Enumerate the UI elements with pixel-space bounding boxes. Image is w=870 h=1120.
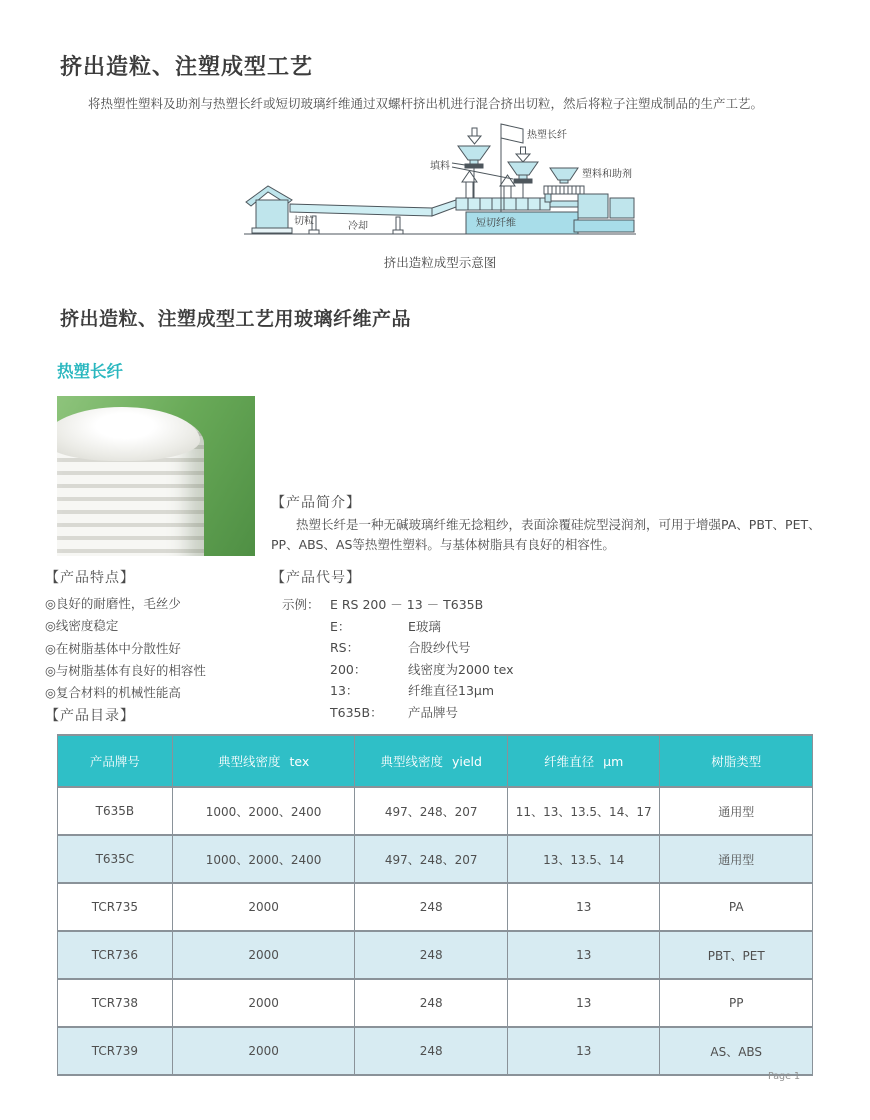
extruder-barrel [456,198,550,210]
table-row [58,979,813,1027]
down-arrow-icon [472,128,477,136]
code-key: T635B： [330,704,383,720]
code-rows [282,616,514,724]
hopper-stem [519,175,527,179]
page-title: 挤出造粒、注塑成型工艺 [60,55,314,80]
code-example-label: 示例： [282,597,320,612]
table-row [58,931,813,979]
table-cell: 2000 [172,979,355,1027]
table-cell: 13、13.5、14 [507,835,660,883]
table-cell: 13 [507,1027,660,1075]
additives-hopper [550,168,578,180]
code-key: E： [330,618,351,634]
code-row [282,702,514,724]
features-list [45,593,206,704]
gearbox [610,198,634,218]
code-key: 200： [330,661,367,677]
table-cell: 497、248、207 [355,787,508,835]
diagram-label-chopped-fiber: 短切纤维 [476,218,516,229]
table-cell: 2000 [172,883,355,931]
motor [578,194,608,218]
code-row [282,637,514,659]
diagram-label-pelletizing: 切粒 [294,216,314,227]
pelletizer-base [252,228,292,233]
code-value: 线密度为2000 tex [408,661,514,677]
product-catalog-table [57,734,813,1076]
code-value: 纤维直径13μm [408,683,495,698]
table-cell: TCR735 [58,883,173,931]
down-arrow-icon [521,147,526,154]
drive-shaft [550,201,578,207]
process-description: 将热塑性塑料及助剂与热塑长纤或短切玻璃纤维通过双螺杆挤出机进行混合挤出切粒，然后将粒子注塑成制品的生产工艺。 [88,96,764,111]
code-value: 合股纱代号 [408,640,471,655]
table-cell: T635B [58,787,173,835]
trough-foot [393,230,403,234]
code-row [282,659,514,681]
table-cell: PP [660,979,813,1027]
table-cell: 497、248、207 [355,835,508,883]
down-arrow-icon [468,136,481,144]
table-cell: TCR736 [58,931,173,979]
hopper-collar [514,179,532,183]
code-example-value: E RS 200 － 13 － T635B [330,597,484,612]
table-cell: 11、13、13.5、14、17 [507,787,660,835]
code-key: RS： [330,640,360,655]
feeder-pipe [545,194,551,202]
intro-heading: 【产品简介】 [271,495,361,511]
table-cell: 13 [507,979,660,1027]
code-value: 产品牌号 [408,704,459,720]
column-header: 产品牌号 [58,735,173,787]
diagram-caption: 挤出造粒成型示意图 [383,255,497,270]
up-arrow-icon [462,171,477,182]
hopper-stem [560,180,568,183]
trough-foot [309,230,319,234]
table-cell: 248 [355,1027,508,1075]
cooling-trough [290,204,432,216]
feature-item: ◎线密度稳定 [45,618,119,634]
feature-item: ◎良好的耐磨性，毛丝少 [45,596,181,611]
features-heading: 【产品特点】 [45,570,135,586]
table-cell: 2000 [172,931,355,979]
diagram-label-filler: 填料 [430,161,450,172]
page-number: Page 1 [767,1071,800,1082]
table-cell: 248 [355,979,508,1027]
table-cell: 248 [355,931,508,979]
table-cell: 2000 [172,1027,355,1075]
table-cell: 1000、2000、2400 [172,835,355,883]
down-arrow-icon [516,154,530,162]
catalog-heading: 【产品目录】 [45,708,135,724]
hopper-stem [470,160,478,164]
table-cell: AS、ABS [660,1027,813,1075]
fiber-roving-roll [57,410,204,556]
vent-stack [504,186,511,198]
feature-item: ◎在树脂基体中分散性好 [45,640,181,656]
filler-hopper [458,146,490,160]
table-row [58,787,813,835]
diagram-label-cooling: 冷却 [348,221,368,232]
table-cell: TCR739 [58,1027,173,1075]
table-cell: PA [660,883,813,931]
table-cell: 248 [355,883,508,931]
codes-block [282,594,514,723]
table-row [58,1027,813,1075]
code-key: 13： [330,683,359,698]
trough-leg [396,217,400,230]
product-photo [57,396,255,556]
diagram-label-plastic-additives: 塑料和助剂 [582,169,632,180]
column-header: 纤维直径 μm [507,735,660,787]
pelletizer-body [256,200,288,228]
code-indent [282,659,330,681]
hopper-collar [465,164,483,168]
code-value: E玻璃 [408,618,441,634]
products-section-title: 挤出造粒、注塑成型工艺用玻璃纤维产品 [60,308,412,330]
vent-stack [466,182,473,198]
intro-text: 热塑长纤是一种无碱玻璃纤维无捻粗纱，表面涂覆硅烷型浸润剂，可用于增强PA、PBT、PET、PP、ABS、AS等热塑性塑料。与基体树脂具有良好的相容性。 [271,517,821,553]
code-indent [282,680,330,702]
table-cell: 13 [507,931,660,979]
table-cell: 13 [507,883,660,931]
table-row [58,835,813,883]
table-header-row [58,735,813,787]
table-body [58,787,813,1075]
table-cell: 通用型 [660,835,813,883]
filler-hopper [508,162,538,175]
code-row [282,680,514,702]
fiber-flag [501,124,523,143]
process-diagram [238,114,642,244]
table-cell: 通用型 [660,787,813,835]
feature-item: ◎与树脂基体有良好的相容性 [45,662,206,678]
riser-chute [432,200,456,216]
column-header: 典型线密度 yield [355,735,508,787]
codes-heading: 【产品代号】 [271,570,361,586]
extrusion-line-diagram [238,114,642,244]
column-header: 典型线密度 tex [172,735,355,787]
diagram-label-long-fiber: 热塑长纤 [527,130,567,141]
code-example-row [282,594,514,616]
column-header: 树脂类型 [660,735,813,787]
subtitle-thermoplastic-long-fiber: 热塑长纤 [57,362,123,381]
code-indent [282,616,330,638]
table-cell: 1000、2000、2400 [172,787,355,835]
table-cell: PBT、PET [660,931,813,979]
table-cell: T635C [58,835,173,883]
code-indent [282,702,330,724]
feature-item: ◎复合材料的机械性能高 [45,685,181,700]
table-cell: TCR738 [58,979,173,1027]
table-row [58,883,813,931]
code-indent [282,637,330,659]
motor-base [574,220,634,232]
code-row [282,616,514,638]
